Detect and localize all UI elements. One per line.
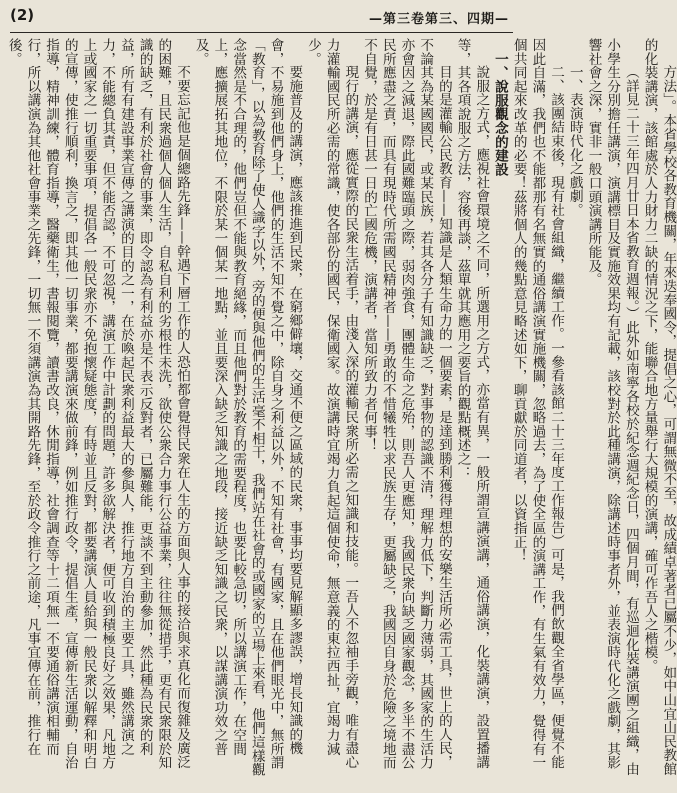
- paragraph: 要施普及的講演，應該推進到民衆，在窮鄉僻壤，交通不便之區域的民衆，事事均要見解顯多謬誤，增長知識的機會，不易施到他們身上，他們的生活不知不覺之中，除自身之利益以外，不知有社會，有國家，且在他們眼光中，無所謂「教育」，以為教育除了使人識字以外，旁的便與他們的生活毫不相干，我們站在社會的或國家的立場上來看，他們這樣觀念當然是不合理的，他們豈但不能與教育絕緣，而且他們對於教育的需要程度，也要比較急切，所以講演工作，在空間上，應擴展拓其地位，不限於某一個某一地點，並且要深入缺乏知識之地段，接近缺乏知識之民衆，以謀講演功效之普及。: [192, 38, 303, 777]
- issue-label: —第三卷第三、四期—: [368, 12, 509, 27]
- paragraph: 說服之方式，應視社會環境之不同，所選用之方式，亦當有異，一般所謂宣講演講，通俗講演，化裝講演，設置播講等，其各項說服之方法，容後再談，茲單就其應用之要旨的觀點概述之：: [454, 38, 490, 769]
- section-heading: 一、說服觀念的建設: [491, 51, 508, 176]
- page-number: (2): [10, 6, 35, 24]
- page-header: [0, 0, 523, 34]
- text-columns: [4, 38, 677, 782]
- paragraph: 方法」。本省學校各教育機關，年來迭奉國令，提倡之心，可謂無微不至，故成績卓著者已屬不少，如中山宜山民教館的化裝講演，該館處於人力財力二缺的情況之下，能聯合地方量舉行大規模的演講，確可作吾人之楷模。: [641, 38, 677, 776]
- paragraph: 不要忘記他是個總路先鋒——幹遇下層工作的人恐怕都會覺得民衆在人生的方面與人事的接洽與求真化而復雜及廣泛的困難，且民衆過個人個人生活，自私自利的劣根性未洗，欲使公衆合力事行公益事業，往往無從措手，更有民衆限於知識的缺乏，有利於社會的事業，即令認為有利益亦是不表示反對者，已屬難能，更談不到主動參加，然此種為民衆的利益，所有有建設事業宣傳之講演的目的之一，在於喚起民衆利益最大的參與人，推行地方自治的主要工具，雖然講演之力，不能總負其責，但不能否認，不可忽視，講演工作中計劃的問題，許多欲解決者，便可收到積極良好之效果，凡地方上或國家之一切重要事項，提倡各一般民衆亦不免抱懷疑態度，有時並且反對，都要講演人員給與一般民衆以解釋和明白的宣傳，使推行順利，換言之，即其他一切事業，都要講演來做前鋒，例如推行政令，提倡生產，宣傳新生活運動，自治指導，精神訓練，體育指導，醫藥衛生，書報閱覽，讀書改良，休閒指導，社會調查等十二項無一不要通俗講演相輔而行，所以講演為其他社會事業之先鋒，一切無一不須講演為其開路先鋒，至於政令推行之前途，凡事宜傳在前，推行在後。: [5, 38, 191, 770]
- paragraph: 目的是灌輸公民教育——知識是人類生命力的一個要素，是達到勝利獲得理想的安樂生活所必需工具，世上的人民，不論其為某國國民，或某民族，若其各分子有知識缺乏，對事物的認識不清，理解力低下，判斷力薄弱，其國家的生活力亦會因之減退，際此國難臨頭之際，弱肉強食，團體生命之危殆，則吾人更應知，我國民衆向缺乏國家觀念，多半不盡公民所應盡之責，而具有現時代所需國民精神者——勇敢的不惜犧牲以求民族生存，更屬缺乏，我國因自身於危險之境地而不自覺，於是有日甚一日的亡國危機，演講者，當知所致力者何事！: [361, 38, 452, 770]
- paragraph: 一、表演時代化之戲劇。: [566, 65, 583, 217]
- paragraph: 二、該團結束後，現有社會組織，繼續工作。一參看該館二十三年度工作報告）可是，我們飲觀全省學區，便覺不能因此自滿，我們也不能都那有名無實的通俗講演實施機關，忽略過去，為了使全區的演講工作，有生氣有效力，覺得有一個共同起來改革的必要！茲將個人的幾點意見略述如下，聊貢獻於同道者，以資指正！: [510, 38, 565, 770]
- header-rule: [10, 32, 513, 33]
- paragraph: 現行的講演，應從實際的民衆生活着手，由淺入深的灌輸民衆所必需之知識和技能。一吾人不忽袖手旁觀，唯有盡心力灌輸國民所必需的常識，使各部份的國民，保衛國家。故演講時宜竭力負起這個使命，無意義的東拉西扯，宜竭力減少。: [304, 38, 359, 769]
- article-body: [4, 38, 677, 786]
- paragraph: （詳見二十三年四月廿日本省教育週報。）此外如南寧各校於紀念週紀念日，四個月間，有巡迴化裝講演團之組織，由小學生分別擔任講演，演講標目及實施效果均有記載，該校對於此種講演，除講述時事者外，並表演時代化之戲劇，其影響社會之深，實非一般口頭演講所能及。: [585, 38, 639, 776]
